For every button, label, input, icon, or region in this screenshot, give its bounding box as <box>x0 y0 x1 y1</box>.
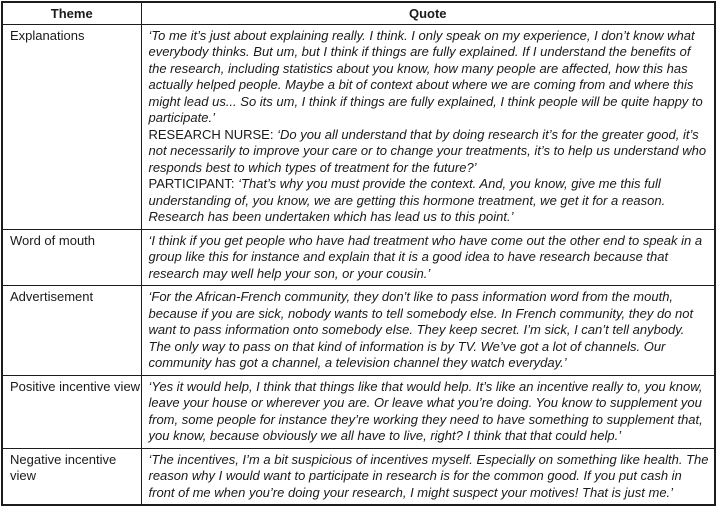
quote-text: ‘The incentives, I’m a bit suspicious of incentives myself. Especially on something like health. The reason why I would want to participate in research is for the common good. If you put cash in front of me when you’re doing your research, I might suspect your motives! That is just me.’ <box>148 451 709 500</box>
table-row <box>2 448 715 505</box>
table-body <box>2 24 715 505</box>
column-header-quote: Quote <box>141 2 715 24</box>
quote-text: ‘To me it’s just about explaining really. I think. I only speak on my experience, I don’t know what everybody thinks. But um, but I think if things are fully explained. If I understand the benefits of the research, including statistics about you know, how many people are affected, how this has actually helped people. Maybe a bit of context about where we are coming from and where this might lead us... So its um, I think if things are fully explained, I think people will be quite happy to participate.’ <box>148 27 703 125</box>
quote-paragraph <box>149 379 711 445</box>
column-header-theme: Theme <box>2 2 141 24</box>
quote-cell <box>141 229 715 286</box>
quote-cell <box>141 24 715 229</box>
quote-paragraph <box>149 176 711 226</box>
speaker-label: RESEARCH NURSE: <box>148 126 278 142</box>
header-row <box>2 2 715 24</box>
theme-cell: Word of mouth <box>2 229 141 286</box>
theme-cell: Explanations <box>2 24 141 229</box>
quote-paragraph <box>149 233 711 283</box>
quote-paragraph <box>149 28 711 127</box>
quote-paragraph <box>149 289 711 372</box>
quote-text: ‘Do you all understand that by doing research it’s for the greater good, it’s not necessarily to improve your care or to change your treatments, it’s to help us understand who responds best to which types of treatment for the future?’ <box>148 126 707 175</box>
quote-text: ‘That’s why you must provide the context. And, you know, give me this full understanding of, you know, we are getting this hormone treatment, we get it for a reason. Research has been undertaken which has lead us to this point.’ <box>148 176 666 224</box>
theme-cell: Advertisement <box>2 286 141 376</box>
quote-paragraph <box>149 452 711 502</box>
theme-cell: Positive incentive view <box>2 375 141 448</box>
quote-cell <box>141 448 715 505</box>
quote-cell <box>141 286 715 376</box>
quote-text: ‘For the African-French community, they don’t like to pass information word from the mouth, because if you are sick, nobody wants to tell somebody else. In French community, they do not want to pass information onto somebody else. They keep secret. I’m sick, I can’t tell anybody. The only way to pass on that kind of information is by TV. We’ve got a lot of channels. Our community has got a channel, a television channel they watch everyday.’ <box>148 289 694 370</box>
theme-cell: Negative incentive view <box>2 448 141 505</box>
quote-cell <box>141 375 715 448</box>
quote-paragraph <box>149 127 711 177</box>
table-row <box>2 24 715 229</box>
table-row <box>2 286 715 376</box>
quote-text: ‘Yes it would help, I think that things like that would help. It’s like an incentive really to, you know, leave your house or wherever you are. Or leave what you’re doing. You know to supplement you from, some people for instance they’re working they need to have something to supplement that, you know, because obviously we all have to live, right? I think that that could help.’ <box>148 378 703 443</box>
table-row <box>2 375 715 448</box>
quote-text: ‘I think if you get people who have had treatment who have come out the other end to speak in a group like this for instance and explain that it is a good idea to have research because that research may well help your son, or your cousin.’ <box>148 232 703 281</box>
themes-quotes-table <box>1 1 716 506</box>
speaker-label: PARTICIPANT: <box>148 176 239 191</box>
table-row <box>2 229 715 286</box>
